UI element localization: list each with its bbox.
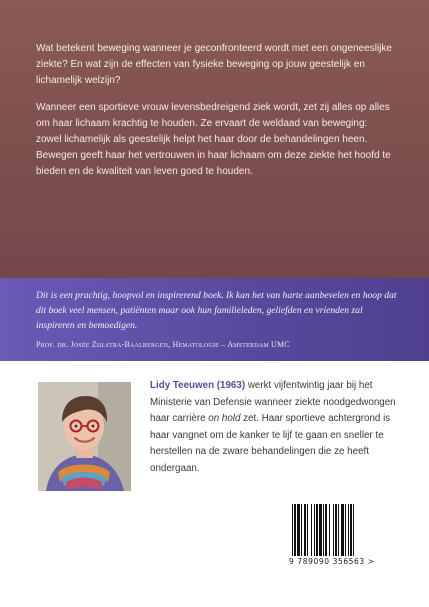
author-photo bbox=[38, 382, 131, 491]
author-bio-text-1: werkt vijfentwintig jaar bij het Ministerie van Defensie wanneer ziekte noodgedwongen haar carrière bbox=[150, 380, 396, 424]
barcode-bar bbox=[333, 504, 334, 556]
barcode-bar bbox=[307, 504, 308, 556]
barcode-bar bbox=[301, 504, 302, 556]
isbn-number: 9 789090 356563 > bbox=[289, 557, 375, 566]
barcode-bar bbox=[323, 504, 324, 556]
barcode-bar bbox=[345, 504, 346, 556]
author-portrait-illustration bbox=[38, 382, 131, 491]
barcode-bar bbox=[311, 504, 312, 556]
barcode-bar bbox=[335, 504, 337, 556]
barcode-bars bbox=[288, 502, 382, 558]
intro-paragraph-2: Wanneer een sportieve vrouw levensbedreigend ziek wordt, zet zij alles op alles om haar lichaam krachtig te houden. Ze ervaart de weldaad van beweging: zowel lichamelijk als geestelijk helpt het haar door de behandelingen heen. Bewegen geeft haar het vertrouwen in haar lichaam om deze ziekte het hoofd te bieden en de kwaliteit van leven goed te houden. bbox=[36, 102, 391, 177]
barcode-bar bbox=[319, 504, 322, 556]
barcode-bar bbox=[353, 504, 354, 556]
barcode-bar bbox=[348, 504, 349, 556]
barcode-bar bbox=[292, 504, 293, 556]
barcode-bar bbox=[325, 504, 327, 556]
endorsement-quote: Dit is een prachtig, hoopvol en inspirerend boek. Ik kan het van harte aanbevelen en hoop dat dit boek veel mensen, patiënten maar ook hun familieleden, geliefden en vrienden zal inspireren en bemoedigen. bbox=[36, 290, 397, 331]
author-bio-text-2: zet. Haar sportieve achtergrond is haar vangnet om de kanker te lijf te gaan en sneller te herstellen na de zware behandelingen die ze heeft ondergaan. bbox=[150, 413, 391, 474]
author-bio bbox=[150, 378, 400, 477]
barcode-bar bbox=[297, 504, 300, 556]
barcode-bar bbox=[316, 504, 318, 556]
barcode-bar bbox=[350, 504, 352, 556]
intro-paragraph-1: Wat betekent beweging wanneer je geconfronteerd wordt met een ongeneeslijke ziekte? En wat zijn de effecten van fysieke beweging op jouw geestelijk en lichamelijk welzijn? bbox=[36, 43, 392, 86]
barcode-bar bbox=[341, 504, 344, 556]
quote-attribution: Prof. dr. Josée Zijlstra-Baalbergen, Hematologie – Amsterdam UMC bbox=[36, 340, 290, 349]
barcode-bar bbox=[304, 504, 306, 556]
author-bio-italic: on hold bbox=[208, 413, 241, 424]
barcode-bar bbox=[294, 504, 296, 556]
barcode-bar bbox=[314, 504, 315, 556]
barcode-bar bbox=[338, 504, 339, 556]
author-name: Lidy Teeuwen (1963) bbox=[150, 380, 246, 391]
intro-text bbox=[36, 41, 394, 191]
barcode-bar bbox=[329, 504, 330, 556]
